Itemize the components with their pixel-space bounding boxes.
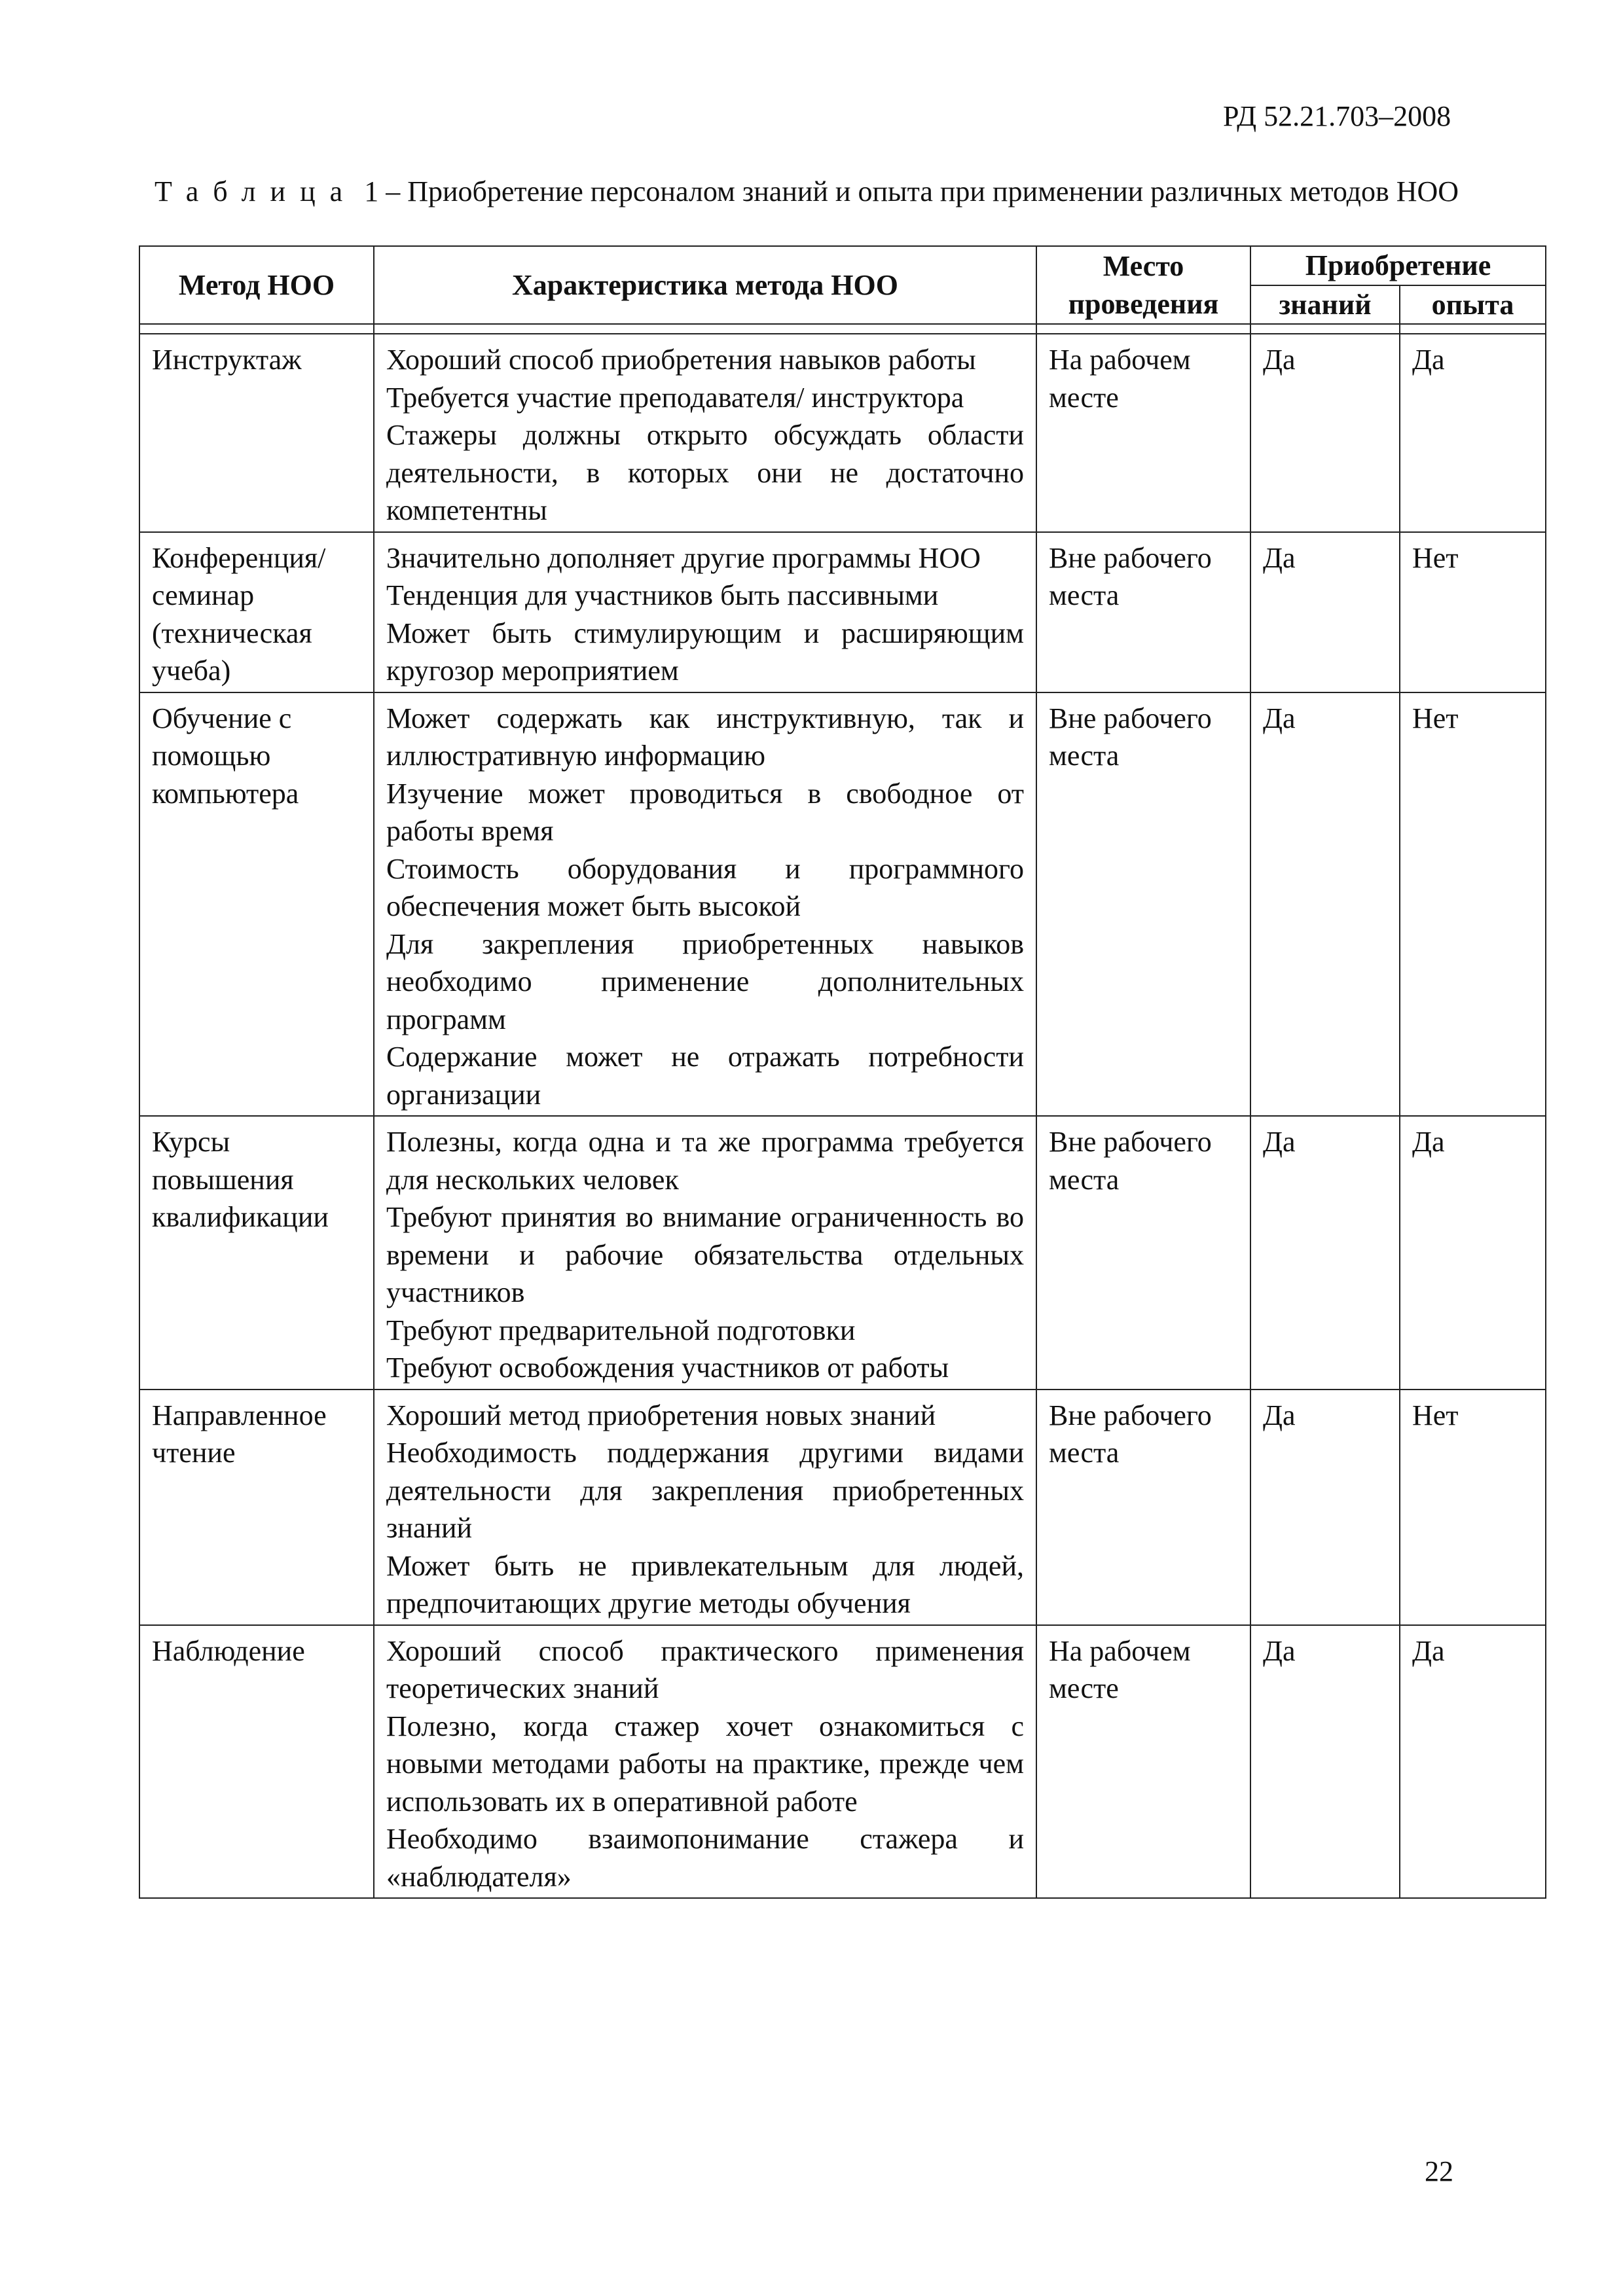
experience-cell: Да — [1400, 1625, 1546, 1899]
characteristic-line: Для закрепления приобретенных навыков необходимо применение дополнительных программ — [386, 927, 1024, 1035]
method-cell: Инструктаж — [139, 334, 374, 532]
knowledge-cell: Да — [1250, 1390, 1400, 1625]
characteristic-line: Хороший метод приобретения новых знаний — [386, 1399, 936, 1431]
place-cell: На рабочем месте — [1036, 334, 1250, 532]
characteristic-cell — [374, 692, 1036, 1117]
method-cell: Конференция/ семинар (техническая учеба) — [139, 532, 374, 692]
place-cell: На рабочем месте — [1036, 1625, 1250, 1899]
characteristic-line: Требуют предварительной подготовки — [386, 1314, 856, 1346]
characteristic-line: Хороший способ приобретения навыков работы — [386, 344, 976, 376]
method-cell: Наблюдение — [139, 1625, 374, 1899]
characteristic-line: Требуют освобождения участников от работы — [386, 1352, 949, 1384]
table-row — [139, 334, 1546, 532]
knowledge-cell: Да — [1250, 1116, 1400, 1390]
characteristic-line: Значительно дополняет другие программы НОО — [386, 541, 981, 574]
table-caption-prefix: Таблица — [155, 175, 357, 207]
table-caption-text: 1 – Приобретение персоналом знаний и опыта при применении различных методов НОО — [357, 175, 1459, 207]
place-cell: Вне рабочего места — [1036, 692, 1250, 1117]
header-divider — [1400, 324, 1546, 334]
characteristic-cell — [374, 1116, 1036, 1390]
header-divider — [374, 324, 1036, 334]
place-cell: Вне рабочего места — [1036, 1390, 1250, 1625]
characteristic-line: Изучение может проводиться в свободное от работы время — [386, 777, 1024, 847]
method-cell: Направленное чтение — [139, 1390, 374, 1625]
experience-cell: Нет — [1400, 692, 1546, 1117]
header-divider — [1250, 324, 1400, 334]
characteristic-line: Может быть не привлекательным для людей, предпочитающих другие методы обучения — [386, 1549, 1024, 1619]
table-row — [139, 532, 1546, 692]
place-cell: Вне рабочего места — [1036, 532, 1250, 692]
table-caption — [155, 173, 1464, 210]
experience-cell: Нет — [1400, 532, 1546, 692]
characteristic-line: Может быть стимулирующим и расширяющим кругозор мероприятием — [386, 617, 1024, 687]
characteristic-line: Хороший способ практического применения теоретических знаний — [386, 1634, 1024, 1704]
characteristic-cell — [374, 1625, 1036, 1899]
header-place: Место проведения — [1036, 246, 1250, 324]
knowledge-cell: Да — [1250, 692, 1400, 1117]
characteristic-cell — [374, 1390, 1036, 1625]
header-experience: опыта — [1400, 285, 1546, 325]
characteristic-line: Полезны, когда одна и та же программа требуется для нескольких человек — [386, 1126, 1024, 1196]
experience-cell: Да — [1400, 334, 1546, 532]
header-knowledge: знаний — [1250, 285, 1400, 325]
characteristic-line: Требуют принятия во внимание ограниченность во времени и рабочие обязательства отдельных участников — [386, 1201, 1024, 1308]
characteristic-line: Может содержать как инструктивную, так и иллюстративную информацию — [386, 702, 1024, 772]
method-cell: Курсы повышения квалификации — [139, 1116, 374, 1390]
table-row — [139, 1625, 1546, 1899]
table-row — [139, 1116, 1546, 1390]
knowledge-cell: Да — [1250, 532, 1400, 692]
characteristic-cell — [374, 532, 1036, 692]
characteristic-line: Содержание может не отражать потребности организации — [386, 1041, 1024, 1111]
characteristic-line: Стажеры должны открыто обсуждать области деятельности, в которых они не достаточно компетентны — [386, 419, 1024, 526]
header-acquisition: Приобретение — [1250, 246, 1546, 285]
characteristic-line: Необходимо взаимопонимание стажера и «наблюдателя» — [386, 1823, 1024, 1893]
characteristic-cell — [374, 334, 1036, 532]
experience-cell: Да — [1400, 1116, 1546, 1390]
table-row — [139, 692, 1546, 1117]
experience-cell: Нет — [1400, 1390, 1546, 1625]
methods-table — [139, 245, 1546, 1899]
header-characteristic: Характеристика метода НОО — [374, 246, 1036, 324]
characteristic-line: Тенденция для участников быть пассивными — [386, 579, 939, 611]
header-method: Метод НОО — [139, 246, 374, 324]
method-cell: Обучение с помощью компьютера — [139, 692, 374, 1117]
header-divider — [1036, 324, 1250, 334]
knowledge-cell: Да — [1250, 334, 1400, 532]
characteristic-line: Требуется участие преподавателя/ инструктора — [386, 381, 964, 414]
characteristic-line: Стоимость оборудования и программного обеспечения может быть высокой — [386, 852, 1024, 922]
place-cell: Вне рабочего места — [1036, 1116, 1250, 1390]
table-row — [139, 1390, 1546, 1625]
knowledge-cell: Да — [1250, 1625, 1400, 1899]
characteristic-line: Необходимость поддержания другими видами деятельности для закрепления приобретенных знаний — [386, 1437, 1024, 1544]
header-divider — [139, 324, 374, 334]
characteristic-line: Полезно, когда стажер хочет ознакомиться с новыми методами работы на практике, прежде чем использовать их в оперативной работе — [386, 1710, 1024, 1818]
page-number: 22 — [1425, 2155, 1453, 2187]
document-code: РД 52.21.703–2008 — [1223, 100, 1451, 132]
